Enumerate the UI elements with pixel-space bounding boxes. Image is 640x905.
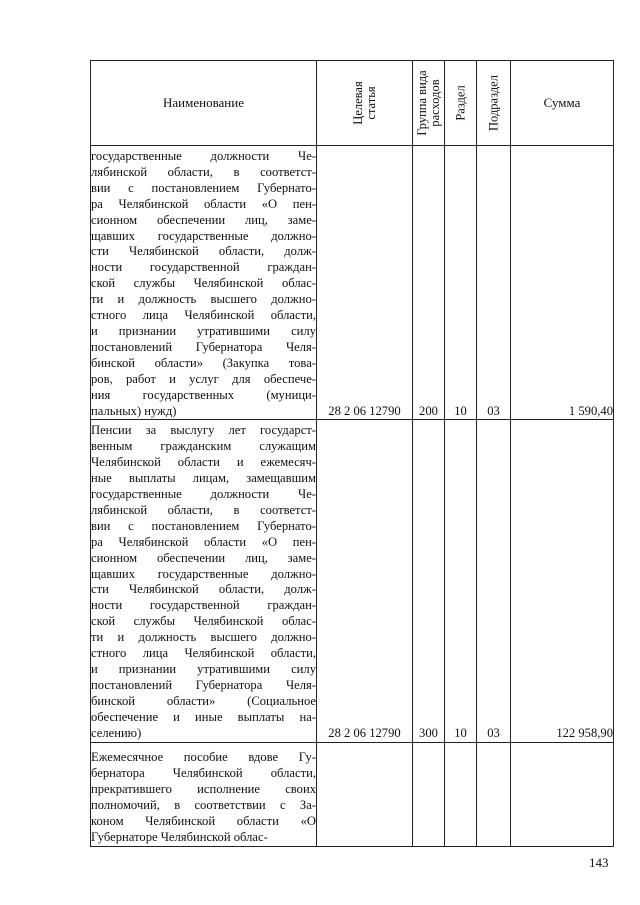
- row-section: [445, 742, 477, 846]
- text-line: стного лица Челябинской области,: [91, 646, 316, 661]
- text-line: сти Челябинской области, долж-: [91, 244, 316, 259]
- text-line: ра Челябинской области «О пен-: [91, 196, 316, 211]
- text-line: прекратившего исполнение своих: [91, 781, 316, 796]
- text-line: вии с постановлением Губернато-: [91, 518, 316, 533]
- budget-table: [90, 60, 614, 847]
- table-row: [91, 420, 614, 742]
- row-amount: 1 590,40: [511, 146, 614, 420]
- text-line: бинской области» (Социальное: [91, 693, 316, 708]
- text-line: бинской области» (Закупка това-: [91, 355, 316, 370]
- text-line: лябинской области, в соответст-: [91, 502, 316, 517]
- column-header-name: Наименование: [91, 61, 317, 146]
- row-amount: 122 958,90: [511, 420, 614, 742]
- text-line: ской службы Челябинской облас-: [91, 276, 316, 291]
- text-line: ния государственных (муници-: [91, 387, 316, 402]
- text-line: ти и должность высшего должно-: [91, 630, 316, 645]
- table-row: [91, 146, 614, 420]
- text-line: сионном обеспечении лиц, заме-: [91, 550, 316, 565]
- row-expense-group: [413, 742, 445, 846]
- text-line: ти и должность высшего должно-: [91, 292, 316, 307]
- text-line: и признании утратившими силу: [91, 662, 316, 676]
- text-line: полномочий, в соответствии с За-: [91, 797, 316, 812]
- text-line: коном Челябинской области «О: [91, 813, 316, 828]
- text-line: селению): [91, 725, 142, 740]
- column-header-amount: Сумма: [511, 61, 614, 146]
- row-subsection: 03: [477, 146, 511, 420]
- table-row: [91, 742, 614, 846]
- text-line: государственные должности Че-: [91, 149, 316, 163]
- text-line: пальных) нужд): [91, 403, 177, 418]
- row-expense-group: 200: [413, 146, 445, 420]
- column-header-subsection: Подраздел: [477, 61, 511, 146]
- column-header-section: Раздел: [445, 61, 477, 146]
- text-line: ров, работ и услуг для обеспече-: [91, 371, 316, 386]
- page-number: 143: [589, 855, 609, 870]
- text-line: постановлений Губернатора Челя-: [91, 677, 316, 692]
- text-line: Челябинской области и ежемесяч-: [91, 455, 316, 470]
- column-header-expense-group: Группа вида расходов: [413, 61, 445, 146]
- column-header-target-article: Целевая статья: [317, 61, 413, 146]
- text-line: ности государственной граждан-: [91, 260, 316, 275]
- text-line: Ежемесячное пособие вдове Гу-: [91, 750, 316, 765]
- row-name-cell: [91, 146, 317, 420]
- text-line: ра Челябинской области «О пен-: [91, 534, 316, 549]
- text-line: бернатора Челябинской области,: [91, 766, 316, 780]
- text-line: ской службы Челябинской облас-: [91, 614, 316, 629]
- text-line: Пенсии за выслугу лет государст-: [91, 423, 316, 438]
- text-line: сионном обеспечении лиц, заме-: [91, 212, 316, 227]
- text-line: лябинской области, в соответст-: [91, 164, 316, 179]
- row-subsection: 03: [477, 420, 511, 742]
- text-line: государственные должности Че-: [91, 487, 316, 502]
- row-amount: [511, 742, 614, 846]
- text-line: постановлений Губернатора Челя-: [91, 339, 316, 354]
- row-expense-group: 300: [413, 420, 445, 742]
- text-line: Губернаторе Челябинской облас-: [91, 829, 268, 844]
- text-line: ные выплаты лицам, замещавшим: [91, 471, 316, 486]
- text-line: и признании утратившими силу: [91, 323, 316, 338]
- row-section: 10: [445, 146, 477, 420]
- row-target-article: [317, 742, 413, 846]
- row-section: 10: [445, 420, 477, 742]
- table-header-row: [91, 61, 614, 146]
- text-line: стного лица Челябинской области,: [91, 308, 316, 323]
- row-name-cell: [91, 420, 317, 742]
- text-line: ности государственной граждан-: [91, 598, 316, 613]
- row-name-cell: [91, 742, 317, 846]
- text-line: щавших государственные должно-: [91, 566, 316, 581]
- text-line: обеспечение и иные выплаты на-: [91, 709, 316, 724]
- row-target-article: 28 2 06 12790: [317, 420, 413, 742]
- row-subsection: [477, 742, 511, 846]
- text-line: венным гражданским служащим: [91, 439, 316, 454]
- row-target-article: 28 2 06 12790: [317, 146, 413, 420]
- text-line: щавших государственные должно-: [91, 228, 316, 243]
- text-line: вии с постановлением Губернато-: [91, 180, 316, 195]
- text-line: сти Челябинской области, долж-: [91, 582, 316, 597]
